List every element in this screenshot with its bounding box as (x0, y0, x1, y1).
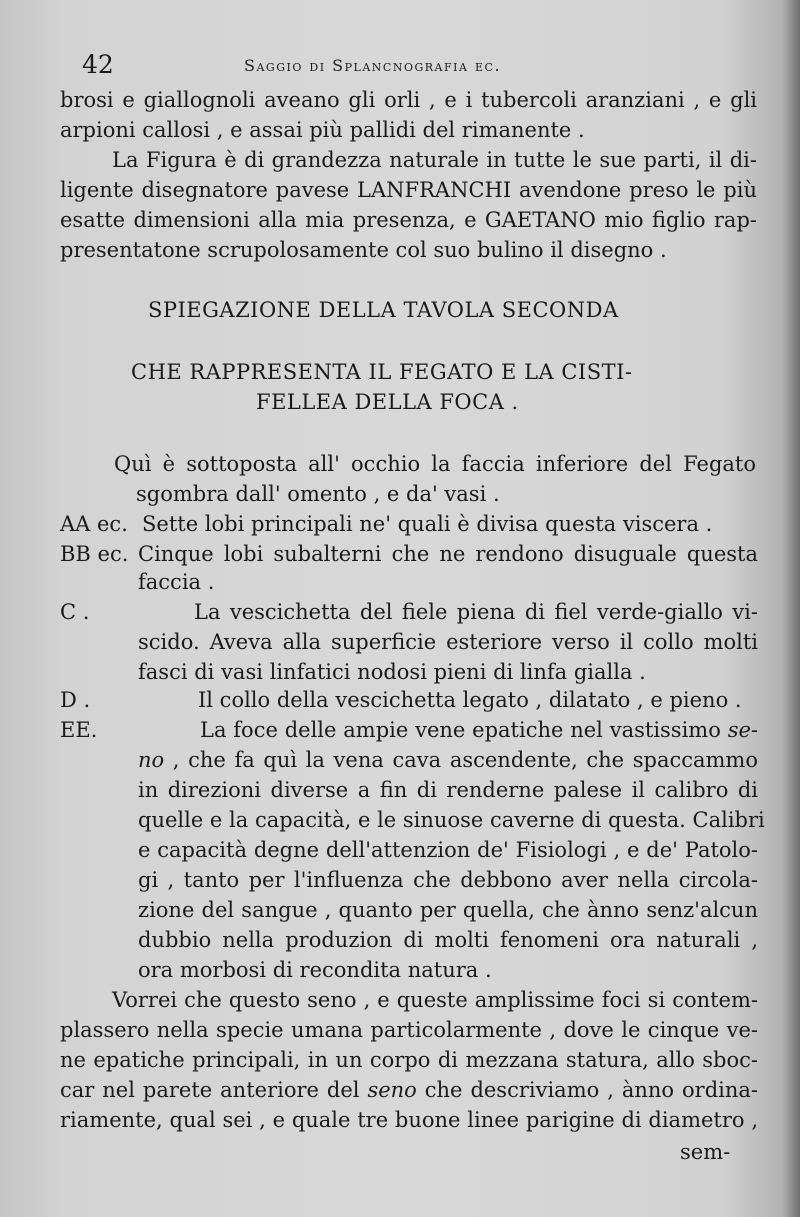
page-header (82, 50, 722, 80)
para2-line-1: La Figura è di grandezza naturale in tutte le sue parti, il di- (112, 148, 757, 172)
final-line-4 (60, 1076, 758, 1104)
entry-c-line-2: scido. Aveva alla superficie esteriore verso il collo molti (138, 630, 758, 654)
entry-d-line-1: Il collo della vescichetta legato , dilatato , e pieno . (198, 688, 742, 712)
subheading-line-2: FELLEA DELLA FOCA . (256, 390, 519, 414)
final-line-5: riamente, qual sei , e quale tre buone linee parigine di diametro , (60, 1108, 758, 1132)
running-title: Saggio di Splancnografia ec. (244, 56, 502, 75)
entry-label-c: C . (60, 600, 90, 624)
entry-c-line-1: La vescichetta del fiele piena di fiel verde-giallo vi- (194, 600, 758, 624)
final-line-1: Vorrei che questo seno , e queste amplissime foci si contem- (112, 988, 758, 1012)
para2-line-2: ligente disegnatore pavese LANFRANCHI avendone preso le più (60, 178, 757, 202)
para1-line-1: brosi e giallognoli aveano gli orli , e i tubercoli aranziani , e gli (60, 88, 757, 112)
entry-ee-line-1-text: La foce delle ampie vene epatiche nel vastissimo (200, 718, 728, 742)
entry-aa-line-1: Sette lobi principali ne' quali è divisa questa viscera . (142, 512, 713, 536)
entry-ee-line-7: zione del sangue , quanto per quella, che ànno senz'alcun (138, 898, 758, 922)
intro-line-1: Quì è sottoposta all' occhio la faccia inferiore del Fegato (114, 452, 756, 476)
entry-label-bb: BB ec. (60, 542, 129, 566)
page-number: 42 (82, 50, 114, 79)
final-line-2: plassero nella specie umana particolarmente , dove le cinque ve- (60, 1018, 758, 1042)
entry-ee-line-2-italic: no (138, 748, 165, 772)
entry-bb-line-1: Cinque lobi subalterni che ne rendono disuguale questa (138, 542, 758, 566)
page-gutter-shadow (782, 0, 800, 1217)
para1-line-2: arpioni callosi , e assai più pallidi del rimanente . (60, 118, 585, 142)
entry-ee-line-4: quelle e la capacità, e le sinuose caverne di questa. Calibri (138, 808, 765, 832)
entry-ee-line-1-italic: se- (727, 718, 758, 742)
entry-label-ee: EE. (60, 718, 98, 742)
para2-line-3: esatte dimensioni alla mia presenza, e GAETANO mio figlio rap- (60, 208, 757, 232)
entry-ee-line-6: gi , tanto per l'influenza che debbono aver nella circola- (138, 868, 758, 892)
entry-label-d: D . (60, 688, 91, 712)
subheading-line-1: CHE RAPPRESENTA IL FEGATO E LA CISTI- (131, 360, 633, 384)
final-line-4-italic: seno (367, 1078, 417, 1102)
catchword: sem- (680, 1140, 731, 1164)
entry-bb-line-2: faccia . (138, 570, 215, 594)
entry-c-line-3: fasci di vasi linfatici nodosi pieni di linfa gialla . (138, 660, 646, 684)
intro-line-2: sgombra dall' omento , e da' vasi . (136, 482, 500, 506)
final-line-4-before: car nel parete anteriore del (60, 1078, 368, 1102)
entry-ee-line-2-text: , che fa quì la vena cava ascendente, che spaccammo (164, 748, 758, 772)
entry-label-aa: AA ec. (60, 512, 128, 536)
entry-ee-line-2 (138, 746, 758, 774)
entry-ee-line-9: ora morbosi di recondita natura . (138, 958, 492, 982)
final-line-4-after: che descriviamo , ànno ordina- (416, 1078, 758, 1102)
entry-ee-line-1 (200, 716, 758, 744)
final-line-3: ne epatiche principali, in un corpo di mezzana statura, allo sboc- (60, 1048, 758, 1072)
entry-ee-line-8: dubbio nella produzion di molti fenomeni ora naturali , (138, 928, 758, 952)
para2-line-4: presentatone scrupolosamente col suo bulino il disegno . (60, 238, 667, 262)
entry-ee-line-5: e capacità degne dell'attenzion de' Fisiologi , e de' Patolo- (138, 838, 758, 862)
entry-ee-line-3: in direzioni diverse a fin di renderne palese il calibro di (138, 778, 758, 802)
section-heading: SPIEGAZIONE DELLA TAVOLA SECONDA (148, 298, 619, 322)
